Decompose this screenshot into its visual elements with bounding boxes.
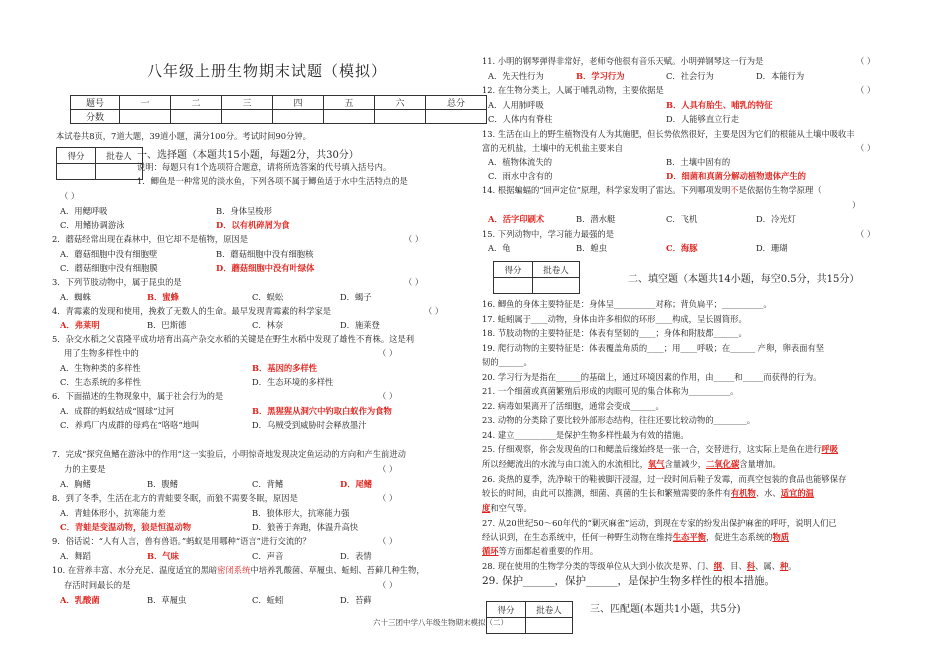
q7-paren: （ ） [378,464,398,474]
q2-option-a: A．蘑菇细胞中没有细胞壁 [60,249,158,259]
q5-stem-cont: 用了生物多样性中的 [64,348,139,358]
section1-heading: 一、选择题（本题共15小题，每题2分，共30分） [137,150,359,161]
q27-answer-2-cont: 循环 [482,546,499,556]
grader-name-label: 批卷人 [533,262,580,278]
q9-option-a: A．舞蹈 [60,551,91,561]
q11-paren: （ ） [856,56,876,66]
q7-option-c: C．背鳍 [252,479,284,489]
q26b-mid: 、水、 [755,488,781,498]
score-header: 一 [120,96,171,110]
q11-option-d: D．本能行为 [756,71,805,81]
q27: 27. 从20世纪50～60年代的“剿灭麻雀”运动，到现在专家的纷发出保护麻雀的呼吁，说明人们已 [482,518,837,528]
q5-stem: 5．杂交水稻之父袁隆平成功培育出高产杂交水稻的关键是在野生水稻中发现了雄性不育株。这是利 [52,334,415,344]
q8-paren: （ ） [378,493,398,503]
score-cell [171,110,222,124]
q9-option-b-answer: B．气味 [147,551,179,561]
q2-option-b: B．蘑菇细胞中没有细胞核 [216,249,314,259]
q18: 18. 节肢动物的主要特征是：体表有坚韧的____；身体和附肢都______。 [482,328,747,338]
q1-option-d-answer: D．以有机碎屑为食 [216,220,290,230]
q26c-post: 和空气等。 [490,503,532,513]
q26: 26. 炎热的夏季，洗净晾干的鞋被脚汗浸湿，过一段时间后鞋子发霉，而真空包装的食品也能够保存 [482,474,847,484]
q5-option-a: A．生物种类的多样性 [60,363,141,373]
q27-answer-2: 物质 [772,532,790,542]
q9-option-d: D．表情 [340,551,372,561]
q27c-post: 等方面都起着重要的作用。 [498,546,599,556]
q29: 29. 保护______，保护______，是保护生物多样性的根本措施。 [482,575,776,587]
q4-option-c: C．林奈 [252,320,284,330]
grader-box [56,147,143,180]
q6-option-b-answer: B．黑猩猩从洞穴中钓取白蚁作为食物 [252,406,392,416]
q14-option-a-answer: A．活字印刷术 [488,214,545,224]
q6-option-a: A．成群的蚂蚁结成“圆球”过河 [60,406,175,416]
q1-paren: （ ） [60,191,80,201]
grader-score-label: 得分 [57,148,96,164]
q5-option-b-answer: B．基因的多样性 [252,363,318,373]
q24: 24. 建立__________是保护生物多样性最为有效的措施。 [482,430,689,440]
q27-answer-1: 生态平衡 [672,532,707,542]
q13-stem-cont: 富的无机盐，土壤中的无机盐主要来自 [482,143,624,153]
q1-option-c: C．用鳍协调游泳 [60,220,125,230]
score-header: 二 [171,96,222,110]
score-header: 总分 [426,96,487,110]
q6-stem: 6．下面描述的生物现象中，属于社会行为的是 [52,391,224,401]
q15-option-d: D．珊瑚 [756,243,788,253]
grader-box [493,261,580,294]
q28-post: 。 [788,561,797,571]
q20: 20. 学习行为是指在______的基础上，通过环境因素的作用，由_____和_____而获得的行为。 [482,372,822,382]
q10-stem-highlight: 密闭系统 [217,565,251,575]
q10-option-c: C．蚯蚓 [252,595,284,605]
q7-stem: 7．完成“探究鱼鳍在游泳中的作用”这一实验后，小明惊奇地发现决定鱼运动的方向和产生前进动 [52,449,406,459]
score-cell [273,110,324,124]
q8-option-c-answer: C．青蛙是变温动物，狼是恒温动物 [60,522,192,532]
q25-text: 25. 仔细观察，你会发现鱼的口和鳃盖后缘始终是一张一合，交替进行，这实际上是鱼在进行 [482,444,822,454]
q21: 21. 一个细菌或真菌繁殖后形成的肉眼可见的集合体称为__________。 [482,386,739,396]
q6-option-d: D．乌贼受到威胁时会释放墨汁 [252,420,367,430]
q14-paren: ） [852,200,861,210]
section1-note: 说明：每题只有1个选项符合题意，请将所选答案的代号填入括号内。 [137,162,392,172]
q19-cont: 韧的______。 [482,357,532,367]
q28-answer-3: 种 [780,561,789,571]
q15-stem: 15. 下列动物中，学习能力最强的是 [482,229,614,239]
q8-stem: 8．到了冬季，生活在北方的青蛙要冬眠，而狼不需要冬眠，原因是 [52,493,298,503]
score-header: 六 [375,96,426,110]
section3-heading: 三、匹配题(本题共1小题，共5分) [590,604,741,615]
q10-stem [52,565,425,575]
score-table-value-row [71,110,487,124]
q27b-text: 经认识到，在生态系统中，任何一种野生动物在维持 [482,532,673,542]
grader-score-cell [494,278,533,294]
q13-stem: 13. 生活在山上的野生植物没有人为其施肥，但长势依然很好，主要是因为它们的根能从土壤中吸收丰 [482,129,855,139]
q26-answer-2-cont: 度 [482,503,491,513]
q4-option-d: D．施莱登 [340,320,380,330]
grader-name-label: 批卷人 [96,148,143,164]
grader-score-cell [57,164,96,180]
q3-stem: 3．下列节肢动物中，属于昆虫的是 [52,277,182,287]
q25-cont [482,459,781,469]
q26b-text: 较长的时间，由此可以推测，细菌、真菌的生长和繁殖需要的条件有 [482,488,731,498]
section2-heading: 二、填空题（本题共14小题，每空0.5分，共15分） [628,274,860,285]
q9-paren: （ ） [378,536,398,546]
q17: 17. 蚯蚓属于____动物，身体由许多相似的环形____构成，呈长圆筒形。 [482,314,747,324]
grader-name-cell [526,618,573,634]
q4-stem: 4．青霉素的发现和使用，挽救了无数人的生命。最早发现青霉素的科学家是 [52,306,332,316]
q11-option-b-answer: B．学习行为 [576,71,625,81]
q7-stem-cont: 力的主要是 [64,464,106,474]
q14-stem [482,185,822,195]
q14-option-c: C．飞机 [666,214,698,224]
q28-mid2: 、属、 [755,561,780,571]
q2-stem: 2．蘑菇经常出现在森林中，但它却不是植物，原因是 [52,234,249,244]
q27b-mid: ，促进生态系统的 [706,532,773,542]
q28-mid1: 、目、 [721,561,747,571]
q25b-post: 含量增加。 [739,459,781,469]
score-header: 四 [273,96,324,110]
score-cell [324,110,375,124]
q4-option-b: B．巴斯德 [147,320,187,330]
q15-option-c-answer: C．海豚 [666,243,698,253]
q5-option-d: D．生态环境的多样性 [252,377,334,387]
q10-stem-post: 中培养乳酸菌、草履虫、蚯蚓、苔藓几种生物， [250,565,425,575]
score-table-header-row [71,96,487,110]
q28-answer-2: 科 [746,561,756,571]
q10-stem-pre: 10. 在营养丰富、水分充足、温度适宜的黑暗 [52,565,218,575]
q14-stem-highlight: 不 [730,185,739,195]
q11-option-a: A．先天性行为 [488,71,544,81]
q25b-text: 所以经鳃流出的水流与由口流入的水流相比， [482,459,648,469]
q8-option-b: B．狼体形大，抗寒能力强 [252,508,350,518]
q10-option-d: D．苔藓 [340,595,372,605]
q2-option-d-answer: D．蘑菇细胞中没有叶绿体 [216,263,315,273]
q4-option-a-answer: A．弗莱明 [60,320,100,330]
q10-option-a-answer: A．乳酸菌 [60,595,100,605]
q14-option-b: B．潜水艇 [576,214,616,224]
q25b-mid: 含量减少， [664,459,707,469]
q3-option-b-answer: B．蜜蜂 [147,292,179,302]
q26-cont [482,488,814,498]
q19: 19. 爬行动物的主要特征是：体表覆盖角质的____；用____呼吸；在______ 产卵，卵表面有坚 [482,343,825,353]
q5-option-c: C．生态系统的多样性 [60,377,142,387]
q28-answer-1: 纲 [713,561,722,571]
q1-option-a: A．用鳃呼吸 [60,206,108,216]
grader-name-cell [96,164,143,180]
q15-option-b: B．蝗虫 [576,243,607,253]
score-row-label: 分数 [71,110,120,124]
q14-stem-pre: 14. 根据蝙蝠的“回声定位”原理，科学家发明了雷达。下列哪项发明 [482,185,731,195]
q12-option-b-answer: B．人具有胎生、哺乳的特征 [666,100,773,110]
q13-paren: （ ） [856,143,876,153]
q28 [482,561,797,571]
score-table [70,95,487,124]
q9-stem: 9．俗话说：“人有人言，兽有兽语。”蚂蚁是用哪种“语言”进行交流的？ [52,536,311,546]
q26-answer-1: 有机物 [730,488,756,498]
q3-option-c: C．蜈蚣 [252,292,284,302]
q12-paren: （ ） [856,85,876,95]
q11-stem: 11. 小明的钢琴弹得非常好，老师夸他很有音乐天赋。小明弹钢琴这一行为是 [482,56,764,66]
q25-answer-3: 二氧化碳 [706,459,740,469]
q1-stem: 1．鲫鱼是一种常见的淡水鱼，下列各项不属于鲫鱼适于水中生活特点的是 [137,176,408,186]
q26-answer-2: 适宜的温 [780,488,814,498]
q12-option-a: A．人用肺呼吸 [488,100,544,110]
grader-name-cell [533,278,580,294]
q8-option-d: D．狼善于奔跑，体温升高快 [252,522,359,532]
page-title: 八年级上册生物期末试题（模拟） [147,62,388,80]
q7-option-d-answer: D．尾鳍 [340,479,373,489]
grader-score-label: 得分 [487,602,526,618]
q7-option-a: A．胸鳍 [60,479,91,489]
grader-score-label: 得分 [494,262,533,278]
grader-name-label: 批卷人 [526,602,573,618]
q23: 23. 动物的分类除了要比较外部形态结构，往往还要比较动物的________。 [482,415,756,425]
score-cell [375,110,426,124]
q14-stem-post: 是依据仿生物学原理（ [738,185,822,195]
q3-option-d: D．蝎子 [340,292,372,302]
score-cell [426,110,487,124]
q16: 16. 鲫鱼的身体主要特征是：身体呈__________对称；背负扁平；__________。 [482,299,772,309]
q6-option-c: C．养鸡厂内成群的母鸡在“咯咯”地叫 [60,420,200,430]
score-cell [222,110,273,124]
score-cell [120,110,171,124]
q2-paren: （ ） [404,234,424,244]
q26-cont2 [482,503,532,513]
exam-intro: 本试卷共8页，7道大题，39道小题，满分100分。考试时间90分钟。 [56,131,311,141]
q13-option-b: B．土壤中固有的 [666,157,731,167]
q13-option-c: C．雨水中含有的 [488,171,553,181]
q25-answer-1: 呼吸 [821,444,839,454]
q15-option-a: A．龟 [488,243,511,253]
q8-option-a: A．青蛙体形小，抗寒能力差 [60,508,166,518]
q12-stem: 12. 在生物分类上，人属于哺乳动物，主要依据是 [482,85,664,95]
q11-option-c: C．社会行为 [666,71,714,81]
q27-cont2 [482,546,598,556]
q1-option-b: B．身体呈梭形 [216,206,272,216]
q15-paren: （ ） [856,229,876,239]
score-header: 题号 [71,96,120,110]
q14-option-d: D．冷光灯 [756,214,796,224]
q4-paren: （ ） [424,306,444,316]
score-header: 五 [324,96,375,110]
q13-option-a: A．植物体流失的 [488,157,553,167]
page-footer: 六十三团中学八年级生物期末模拟（二） [373,618,508,627]
q3-paren: （ ） [404,277,424,287]
q27-cont [482,532,789,542]
q10-stem-cont: 存活时间最长的是 [64,580,131,590]
q5-paren: （ ） [378,348,398,358]
q3-option-a: A．蜘蛛 [60,292,91,302]
q25 [482,444,838,454]
q12-option-c: C．人体内有脊柱 [488,114,553,124]
q7-option-b: B．腹鳍 [147,479,178,489]
q12-option-d: D．人能够直立行走 [666,114,740,124]
q13-option-d-answer: D．细菌和真菌分解动植物遗体产生的 [666,171,806,181]
q25-answer-2: 氧气 [647,459,665,469]
q10-paren: （ ） [378,580,398,590]
q10-option-b: B．草履虫 [147,595,187,605]
q9-option-c: C．声音 [252,551,284,561]
q2-option-c: C．蘑菇细胞中没有细胞膜 [60,263,158,273]
q6-paren: （ ） [378,391,398,401]
score-header: 三 [222,96,273,110]
q22: 22. 病毒如果离开了活细胞，通常会变成______。 [482,401,664,411]
q28-text: 28. 现在使用的生物学分类的等级单位从大到小依次是界、门、 [482,561,714,571]
